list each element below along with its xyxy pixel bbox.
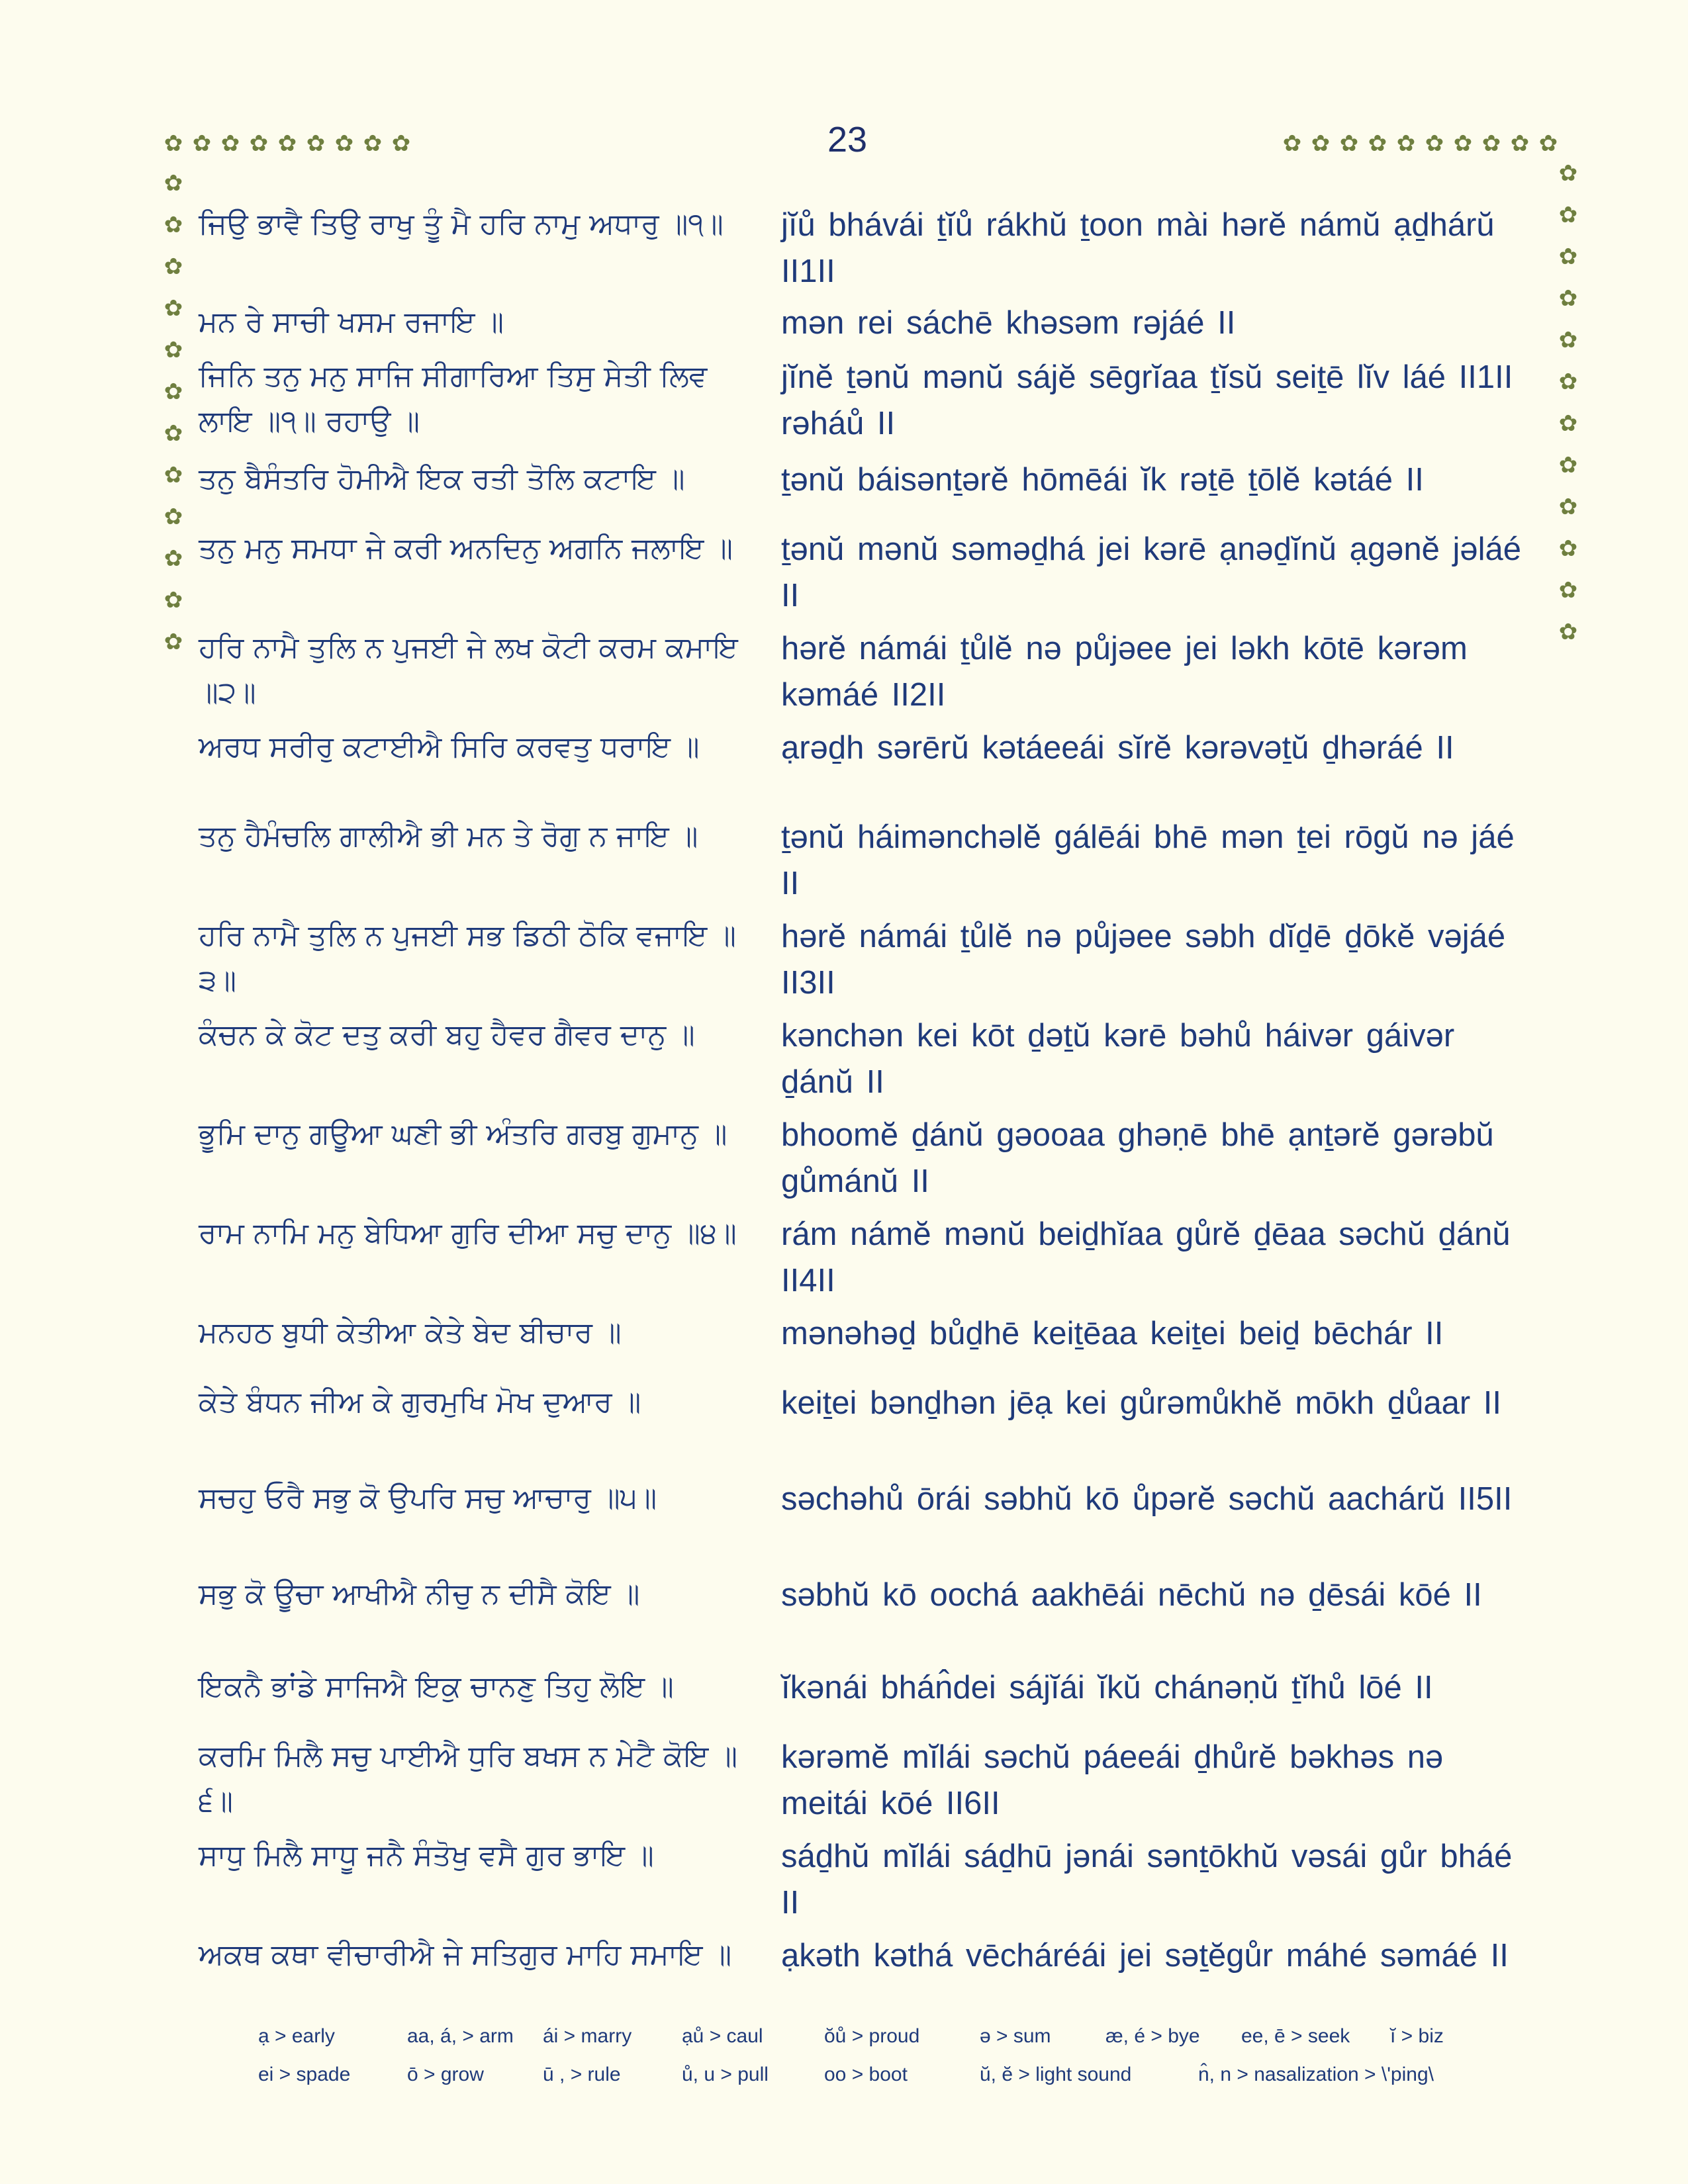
key-entry: ạ > early xyxy=(258,2025,335,2047)
key-entry: ū , > rule xyxy=(543,2064,621,2085)
gurmukhi-line: ਮਨਹਠ ਬੁਧੀ ਕੇਤੀਆ ਕੇਤੇ ਬੇਦ ਬੀਚਾਰ ॥ xyxy=(199,1316,622,1349)
transliteration-line: səchəhů ōrái səbhŭ kō ůpərĕ səchŭ aachárŭ II5II xyxy=(781,1481,1513,1517)
gurmukhi-line: ਸਚਹੁ ਓਰੈ ਸਭੁ ਕੋ ਉਪਰਿ ਸਚੁ ਆਚਾਰੁ ॥੫॥ xyxy=(199,1481,657,1515)
key-entry: ei > spade xyxy=(258,2064,351,2085)
key-entry: ů, u > pull xyxy=(682,2064,769,2085)
flower-ornament-icon: ✿ xyxy=(164,379,183,405)
key-entry: æ, é > bye xyxy=(1105,2025,1200,2047)
flower-ornament-icon: ✿ xyxy=(277,130,297,157)
flower-ornament-icon: ✿ xyxy=(164,253,183,280)
gurmukhi-line: ਮਨ ਰੇ ਸਾਚੀ ਖਸਮ ਰਜਾਇ ॥ xyxy=(199,305,504,339)
gurmukhi-line: ਸਭੁ ਕੋ ਊਚਾ ਆਖੀਐ ਨੀਚੁ ਨ ਦੀਸੈ ਕੋਇ ॥ xyxy=(199,1577,640,1611)
flower-ornament-icon: ✿ xyxy=(192,130,212,157)
transliteration-line: mən rei sáchē khəsəm rəjáé II xyxy=(781,305,1236,341)
flower-ornament-icon: ✿ xyxy=(1368,130,1387,157)
flower-ornament-icon: ✿ xyxy=(1558,369,1578,395)
transliteration-line: ạrəḏh sərērŭ kətáeeái sĭrĕ kərəvəṯŭ ḏhəráé II xyxy=(781,730,1454,766)
flower-ornament-icon: ✿ xyxy=(1425,130,1444,157)
transliteration-line: hərĕ námái ṯůlĕ nə půjəee səbh dĭḏē ḏōkĕ vəjáé II3II xyxy=(781,919,1506,1001)
transliteration-line: kərəmĕ mĭlái səchŭ páeeái ḏhůrĕ bəkhəs nə meitái kōé II6II xyxy=(781,1739,1444,1821)
transliteration-line: jĭnĕ ṯənŭ mənŭ sájĕ sēgrĭaa ṯĭsŭ seiṯē lĭv láé II1II rəháů II xyxy=(781,359,1513,441)
gurmukhi-line: ਜਿਉ ਭਾਵੈ ਤਿਉ ਰਾਖੁ ਤੂੰ ਮੈ ਹਰਿ ਨਾਮੁ ਅਧਾਰੁ ॥੧॥ xyxy=(199,207,724,241)
gurmukhi-line: ਸਾਧੁ ਮਿਲੈ ਸਾਧੂ ਜਨੈ ਸੰਤੋਖੁ ਵਸੈ ਗੁਰ ਭਾਇ ॥ xyxy=(199,1839,654,1872)
flower-ornament-icon: ✿ xyxy=(1282,130,1302,157)
key-entry: ə > sum xyxy=(980,2025,1051,2047)
flower-ornament-icon: ✿ xyxy=(164,212,183,238)
flower-ornament-icon: ✿ xyxy=(1453,130,1473,157)
flower-ornament-icon: ✿ xyxy=(334,130,354,157)
gurmukhi-line: ਕਰਮਿ ਮਿਲੈ ਸਚੁ ਪਾਈਐ ਧੁਰਿ ਬਖਸ ਨ ਮੇਟੈ ਕੋਇ ॥੬॥ xyxy=(199,1739,737,1818)
flower-ornament-icon: ✿ xyxy=(164,295,183,322)
key-entry: ái > marry xyxy=(543,2025,632,2047)
flower-ornament-icon: ✿ xyxy=(391,130,411,157)
flower-ornament-icon: ✿ xyxy=(1510,130,1530,157)
flower-ornament-icon: ✿ xyxy=(164,504,183,530)
flower-ornament-icon: ✿ xyxy=(1558,619,1578,645)
flower-ornament-icon: ✿ xyxy=(1396,130,1416,157)
key-entry: ee, ē > seek xyxy=(1241,2025,1350,2047)
flower-ornament-icon: ✿ xyxy=(1558,494,1578,520)
key-entry: oo > boot xyxy=(824,2064,908,2085)
transliteration-line: kənchən kei kōt ḏəṯŭ kərē bəhů háivər gáivər ḏánŭ II xyxy=(781,1018,1455,1100)
flower-ornament-icon: ✿ xyxy=(1311,130,1331,157)
gurmukhi-line: ਤਨੁ ਮਨੁ ਸਮਧਾ ਜੇ ਕਰੀ ਅਨਦਿਨੁ ਅਗਨਿ ਜਲਾਇ ॥ xyxy=(199,531,733,565)
gurmukhi-line: ਭੂਮਿ ਦਾਨੁ ਗਊਆ ਘਣੀ ਭੀ ਅੰਤਰਿ ਗਰਬੁ ਗੁਮਾਨੁ ॥ xyxy=(199,1117,727,1151)
key-entry: ŏů > proud xyxy=(824,2025,920,2047)
flower-ornament-icon: ✿ xyxy=(1558,452,1578,478)
flower-ornament-icon: ✿ xyxy=(1558,202,1578,228)
transliteration-line: jĭů bhávái ṯĭů rákhŭ ṯoon mài hərĕ námŭ ạḏhárŭ II1II xyxy=(781,207,1495,289)
flower-ornament-icon: ✿ xyxy=(306,130,326,157)
transliteration-line: ṯənŭ mənŭ səməḏhá jei kərē ạnəḏĭnŭ ạgənĕ jəláé II xyxy=(781,531,1522,614)
flower-ornament-icon: ✿ xyxy=(1538,130,1558,157)
flower-ornament-icon: ✿ xyxy=(1558,285,1578,312)
flower-ornament-icon: ✿ xyxy=(164,337,183,363)
transliteration-line: rám námĕ mənŭ beiḏhĭaa gůrĕ ḏēaa səchŭ ḏánŭ II4II xyxy=(781,1216,1511,1298)
flower-ornament-icon: ✿ xyxy=(249,130,269,157)
key-entry: ĭ > biz xyxy=(1390,2025,1444,2047)
transliteration-line: sáḏhŭ mĭlái sáḏhū jənái sənṯōkhŭ vəsái gůr bháé II xyxy=(781,1839,1513,1921)
page-number: 23 xyxy=(827,120,868,159)
key-entry: ŭ, ĕ > light sound xyxy=(980,2064,1132,2085)
transliteration-line: hərĕ námái ṯůlĕ nə půjəee jei ləkh kōtē kərəm kəmáé II2II xyxy=(781,631,1468,713)
flower-ornament-icon: ✿ xyxy=(1339,130,1359,157)
flower-ornament-icon: ✿ xyxy=(164,587,183,614)
gurmukhi-line: ਇਕਨੈ ਭਾਂਡੇ ਸਾਜਿਐ ਇਕੁ ਚਾਨਣੁ ਤਿਹੁ ਲੋਇ ॥ xyxy=(199,1670,674,1704)
flower-ornament-icon: ✿ xyxy=(1558,244,1578,270)
flower-ornament-icon: ✿ xyxy=(220,130,240,157)
flower-ornament-icon: ✿ xyxy=(1558,577,1578,604)
flower-ornament-icon: ✿ xyxy=(1558,410,1578,437)
gurmukhi-line: ਹਰਿ ਨਾਮੈ ਤੁਲਿ ਨ ਪੁਜਈ ਜੇ ਲਖ ਕੋਟੀ ਕਰਮ ਕਮਾਇ ॥੨॥ xyxy=(199,631,738,709)
gurmukhi-line: ਕੇਤੇ ਬੰਧਨ ਜੀਅ ਕੇ ਗੁਰਮੁਖਿ ਮੋਖ ਦੁਆਰ ॥ xyxy=(199,1385,641,1419)
transliteration-line: səbhŭ kō oochá aakhēái nēchŭ nə ḏēsái kōé II xyxy=(781,1577,1482,1613)
transliteration-line: ṯənŭ háimənchəlĕ gálēái bhē mən ṯei rōgŭ nə jáé II xyxy=(781,819,1515,901)
transliteration-line: bhoomĕ ḏánŭ gəooaa ghəṇē bhē ạnṯərĕ gərəbŭ gůmánŭ II xyxy=(781,1117,1494,1199)
flower-ornament-icon: ✿ xyxy=(164,462,183,488)
flower-ornament-icon: ✿ xyxy=(164,545,183,572)
gurmukhi-line: ਹਰਿ ਨਾਮੈ ਤੁਲਿ ਨ ਪੁਜਈ ਸਭ ਡਿਠੀ ਠੋਕਿ ਵਜਾਇ ॥੩॥ xyxy=(199,919,736,997)
flower-ornament-icon: ✿ xyxy=(1558,160,1578,187)
gurmukhi-line: ਅਕਥ ਕਥਾ ਵੀਚਾਰੀਐ ਜੇ ਸਤਿਗੁਰ ਮਾਹਿ ਸਮਾਇ ॥ xyxy=(199,1938,732,1972)
gurmukhi-line: ਜਿਨਿ ਤਨੁ ਮਨੁ ਸਾਜਿ ਸੀਗਾਰਿਆ ਤਿਸੁ ਸੇਤੀ ਲਿਵ ਲਾਇ ॥੧॥ ਰਹਾਉ ॥ xyxy=(199,359,708,438)
gurmukhi-line: ਅਰਧ ਸਰੀਰੁ ਕਟਾਈਐ ਸਿਰਿ ਕਰਵਤੁ ਧਰਾਇ ॥ xyxy=(199,730,700,764)
flower-ornament-icon: ✿ xyxy=(1481,130,1501,157)
transliteration-line: ṯənŭ báisənṯərĕ hōmēái ĭk rəṯē ṯōlĕ kətáé II xyxy=(781,462,1424,498)
gurmukhi-line: ਰਾਮ ਨਾਮਿ ਮਨੁ ਬੇਧਿਆ ਗੁਰਿ ਦੀਆ ਸਚੁ ਦਾਨੁ ॥੪॥ xyxy=(199,1216,737,1250)
gurmukhi-line: ਤਨੁ ਹੈਮੰਚਲਿ ਗਾਲੀਐ ਭੀ ਮਨ ਤੇ ਰੋਗੁ ਨ ਜਾਇ ॥ xyxy=(199,819,698,853)
flower-ornament-icon: ✿ xyxy=(363,130,383,157)
gurmukhi-line: ਕੰਚਨ ਕੇ ਕੋਟ ਦਤੁ ਕਰੀ ਬਹੁ ਹੈਵਰ ਗੈਵਰ ਦਾਨੁ ॥ xyxy=(199,1018,695,1052)
transliteration-line: mənəhəḏ bůḏhē keiṯēaa keiṯei beiḏ bēchár II xyxy=(781,1316,1444,1351)
flower-ornament-icon: ✿ xyxy=(164,420,183,447)
key-entry: ō > grow xyxy=(407,2064,484,2085)
flower-ornament-icon: ✿ xyxy=(164,130,183,157)
flower-ornament-icon: ✿ xyxy=(164,629,183,655)
key-entry: aa, á, > arm xyxy=(407,2025,514,2047)
gurmukhi-line: ਤਨੁ ਬੈਸੰਤਰਿ ਹੋਮੀਐ ਇਕ ਰਤੀ ਤੋਲਿ ਕਟਾਇ ॥ xyxy=(199,462,685,496)
transliteration-line: keiṯei bənḏhən jēạ kei gůrəmůkhĕ mōkh ḏůaar II xyxy=(781,1385,1501,1421)
flower-ornament-icon: ✿ xyxy=(164,170,183,197)
key-entry: n̂, n > nasalization > \'ping\ xyxy=(1198,2064,1434,2085)
transliteration-line: ĭkənái bhán̂dei sájĭái ĭkŭ chánəṇŭ ṯĭhů lōé II xyxy=(781,1670,1433,1706)
flower-ornament-icon: ✿ xyxy=(1558,327,1578,353)
flower-ornament-icon: ✿ xyxy=(1558,535,1578,562)
key-entry: ạů > caul xyxy=(682,2025,763,2047)
transliteration-line: ạkəth kəthá vēcháréái jei səṯĕgůr máhé səmáé II xyxy=(781,1938,1509,1974)
